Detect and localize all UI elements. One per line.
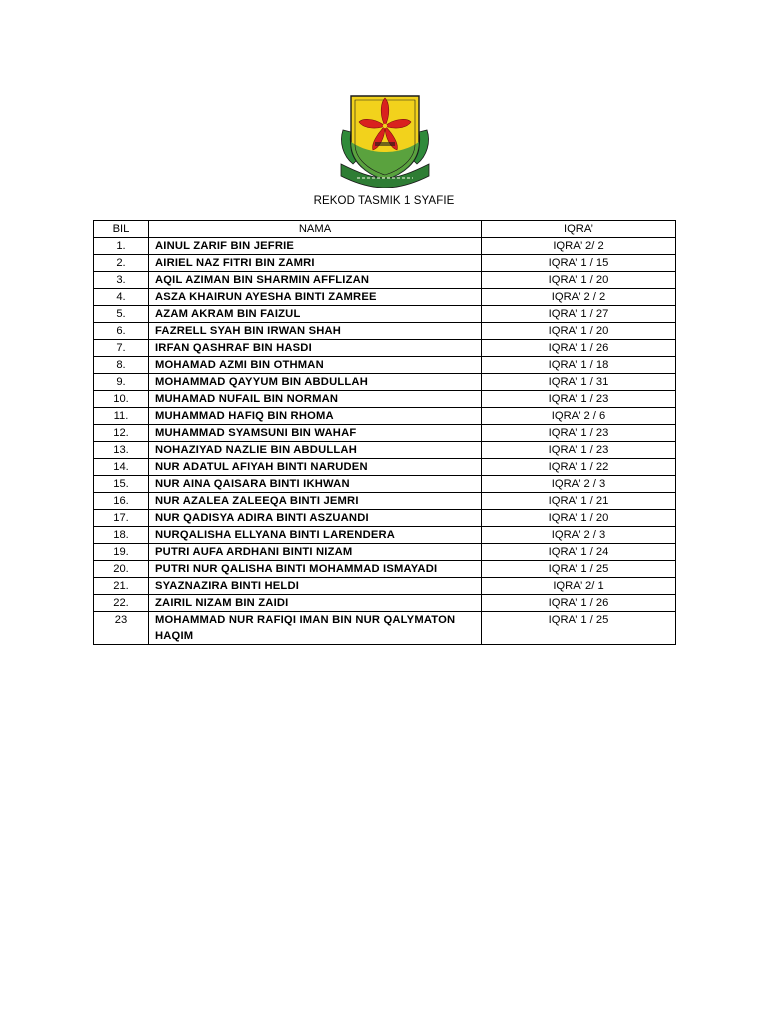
cell-nama: ZAIRIL NIZAM BIN ZAIDI — [149, 595, 482, 612]
cell-iqra: IQRA’ 1 / 23 — [482, 391, 676, 408]
cell-iqra: IQRA’ 1 / 20 — [482, 510, 676, 527]
cell-bil: 18. — [94, 527, 149, 544]
cell-bil: 22. — [94, 595, 149, 612]
cell-iqra: IQRA’ 2/ 2 — [482, 238, 676, 255]
cell-iqra: IQRA’ 1 / 18 — [482, 357, 676, 374]
cell-iqra: IQRA’ 1 / 31 — [482, 374, 676, 391]
cell-iqra: IQRA’ 1 / 23 — [482, 442, 676, 459]
cell-bil: 15. — [94, 476, 149, 493]
cell-iqra: IQRA’ 1 / 20 — [482, 272, 676, 289]
cell-iqra: IQRA’ 1 / 25 — [482, 561, 676, 578]
header-iqra: IQRA’ — [482, 221, 676, 238]
cell-nama: NURQALISHA ELLYANA BINTI LARENDERA — [149, 527, 482, 544]
cell-bil: 4. — [94, 289, 149, 306]
cell-bil: 1. — [94, 238, 149, 255]
table-row — [94, 561, 676, 578]
table-row — [94, 289, 676, 306]
cell-bil: 14. — [94, 459, 149, 476]
cell-nama: IRFAN QASHRAF BIN HASDI — [149, 340, 482, 357]
table-row — [94, 612, 676, 645]
table-row — [94, 493, 676, 510]
cell-bil: 6. — [94, 323, 149, 340]
table-row — [94, 391, 676, 408]
table-row — [94, 578, 676, 595]
cell-iqra: IQRA’ 1 / 21 — [482, 493, 676, 510]
cell-iqra: IQRA’ 2 / 2 — [482, 289, 676, 306]
table-row — [94, 510, 676, 527]
cell-iqra: IQRA’ 1 / 23 — [482, 425, 676, 442]
table-row — [94, 544, 676, 561]
cell-nama: AZAM AKRAM BIN FAIZUL — [149, 306, 482, 323]
cell-nama: AQIL AZIMAN BIN SHARMIN AFFLIZAN — [149, 272, 482, 289]
cell-nama: NUR AZALEA ZALEEQA BINTI JEMRI — [149, 493, 482, 510]
cell-bil: 23 — [94, 612, 149, 645]
cell-nama: MOHAMAD AZMI BIN OTHMAN — [149, 357, 482, 374]
cell-iqra: IQRA’ 2 / 3 — [482, 527, 676, 544]
cell-nama: MUHAMMAD SYAMSUNI BIN WAHAF — [149, 425, 482, 442]
cell-bil: 8. — [94, 357, 149, 374]
table-row — [94, 527, 676, 544]
cell-nama: FAZRELL SYAH BIN IRWAN SHAH — [149, 323, 482, 340]
cell-nama: NUR QADISYA ADIRA BINTI ASZUANDI — [149, 510, 482, 527]
table-row — [94, 306, 676, 323]
cell-iqra: IQRA’ 1 / 27 — [482, 306, 676, 323]
cell-nama: NUR ADATUL AFIYAH BINTI NARUDEN — [149, 459, 482, 476]
table-row — [94, 408, 676, 425]
table-row — [94, 272, 676, 289]
table-row — [94, 425, 676, 442]
header-bil: BIL — [94, 221, 149, 238]
cell-iqra: IQRA’ 1 / 26 — [482, 340, 676, 357]
cell-iqra: IQRA’ 1 / 25 — [482, 612, 676, 645]
table-header-row — [94, 221, 676, 238]
table-row — [94, 442, 676, 459]
table-row — [94, 459, 676, 476]
cell-bil: 19. — [94, 544, 149, 561]
cell-iqra: IQRA’ 1 / 24 — [482, 544, 676, 561]
cell-nama: AINUL ZARIF BIN JEFRIE — [149, 238, 482, 255]
cell-bil: 7. — [94, 340, 149, 357]
cell-nama: SYAZNAZIRA BINTI HELDI — [149, 578, 482, 595]
table-row — [94, 255, 676, 272]
cell-iqra: IQRA’ 1 / 26 — [482, 595, 676, 612]
cell-nama: PUTRI NUR QALISHA BINTI MOHAMMAD ISMAYADI — [149, 561, 482, 578]
tasmik-record-table — [93, 220, 676, 645]
table-row — [94, 595, 676, 612]
table-row — [94, 340, 676, 357]
table-row — [94, 323, 676, 340]
cell-iqra: IQRA’ 1 / 20 — [482, 323, 676, 340]
cell-iqra: IQRA’ 2 / 6 — [482, 408, 676, 425]
cell-bil: 21. — [94, 578, 149, 595]
cell-nama: MUHAMMAD HAFIQ BIN RHOMA — [149, 408, 482, 425]
table-row — [94, 357, 676, 374]
table-row — [94, 238, 676, 255]
cell-nama: ASZA KHAIRUN AYESHA BINTI ZAMREE — [149, 289, 482, 306]
cell-iqra: IQRA’ 1 / 22 — [482, 459, 676, 476]
cell-nama: MOHAMMAD NUR RAFIQI IMAN BIN NUR QALYMATON HAQIM — [149, 612, 482, 645]
cell-nama: MOHAMMAD QAYYUM BIN ABDULLAH — [149, 374, 482, 391]
cell-bil: 12. — [94, 425, 149, 442]
cell-iqra: IQRA’ 1 / 15 — [482, 255, 676, 272]
cell-bil: 10. — [94, 391, 149, 408]
cell-iqra: IQRA’ 2 / 3 — [482, 476, 676, 493]
table-row — [94, 374, 676, 391]
cell-bil: 17. — [94, 510, 149, 527]
cell-nama: AIRIEL NAZ FITRI BIN ZAMRI — [149, 255, 482, 272]
cell-bil: 3. — [94, 272, 149, 289]
cell-bil: 5. — [94, 306, 149, 323]
table-row — [94, 476, 676, 493]
cell-bil: 13. — [94, 442, 149, 459]
cell-nama: NOHAZIYAD NAZLIE BIN ABDULLAH — [149, 442, 482, 459]
cell-bil: 11. — [94, 408, 149, 425]
cell-iqra: IQRA’ 2/ 1 — [482, 578, 676, 595]
cell-nama: MUHAMAD NUFAIL BIN NORMAN — [149, 391, 482, 408]
cell-bil: 9. — [94, 374, 149, 391]
cell-bil: 20. — [94, 561, 149, 578]
document-title: REKOD TASMIK 1 SYAFIE — [313, 195, 455, 207]
cell-nama: NUR AINA QAISARA BINTI IKHWAN — [149, 476, 482, 493]
school-crest-icon — [337, 92, 433, 188]
cell-nama: PUTRI AUFA ARDHANI BINTI NIZAM — [149, 544, 482, 561]
cell-bil: 16. — [94, 493, 149, 510]
header-nama: NAMA — [149, 221, 482, 238]
cell-bil: 2. — [94, 255, 149, 272]
